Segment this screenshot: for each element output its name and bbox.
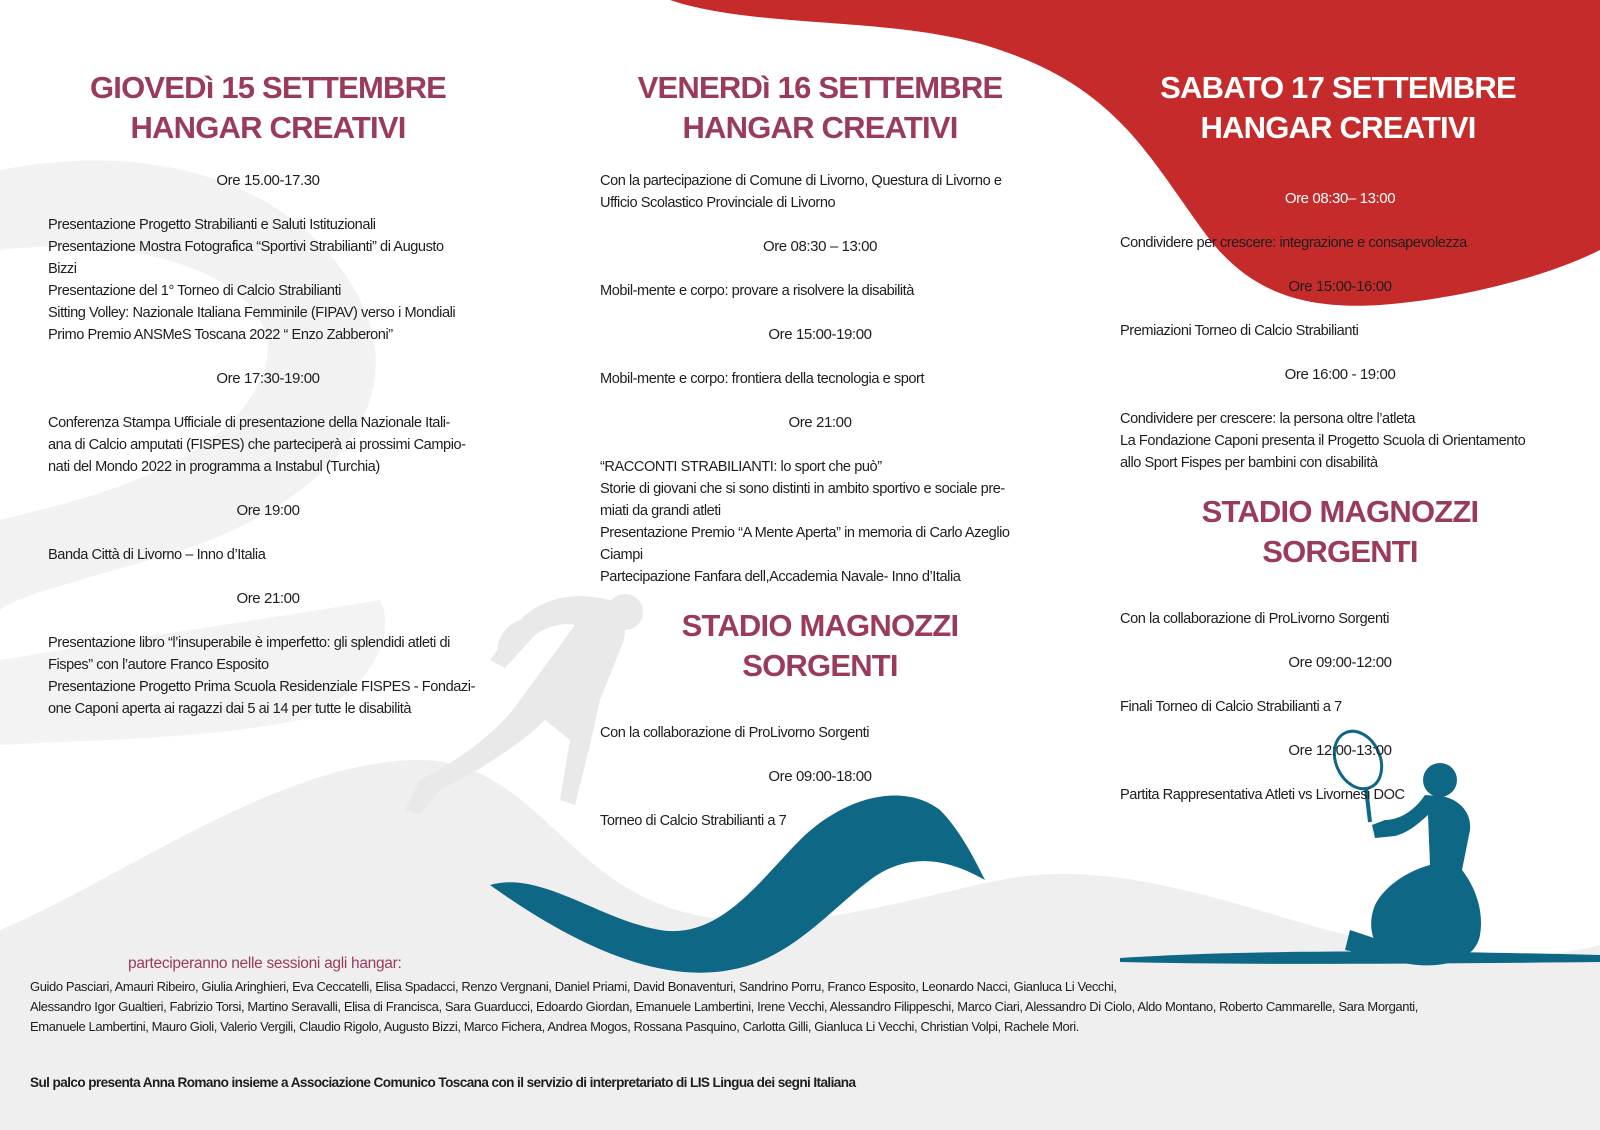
event-line: Presentazione Mostra Fotografica “Sportivi Strabilianti” di Augusto [48, 239, 444, 255]
day3-venue-name: STADIO MAGNOZZI [1201, 494, 1479, 529]
event-line: Presentazione Progetto Strabilianti e Saluti Istituzionali [48, 217, 376, 233]
event-line: allo Sport Fispes per bambini con disabilità [1120, 455, 1378, 471]
time-slot: Ore 17:30-19:00 [216, 370, 320, 387]
participants-line: Alessandro Igor Gualtieri, Fabrizio Torsi, Martino Seravalli, Elisa di Francisca, Sara Guarducci, Edoardo Giordan, Emanuele Lambertini, Irene Vecchi, Alessandro Filippeschi, Marco Ciari, Alessandro Di Ciolo, Aldo Montano, Roberto Cammarelle, Sara Morganti, [30, 999, 1418, 1014]
event-line: Presentazione del 1° Torneo di Calcio Strabilianti [48, 283, 341, 299]
day2-intro-line: Con la partecipazione di Comune di Livorno, Questura di Livorno e [600, 173, 1002, 189]
time-slot: Ore 09:00-18:00 [768, 768, 872, 785]
time-slot: Ore 15:00-16:00 [1288, 278, 1392, 295]
day2-intro [600, 170, 1040, 214]
time-slot: Ore 15:00-19:00 [768, 326, 872, 343]
day3-schedule [1120, 188, 1560, 474]
day3-column [1120, 68, 1560, 806]
event-description [1120, 696, 1560, 718]
event-description [1120, 232, 1560, 254]
event-line: Mobil-mente e corpo: provare a risolvere la disabilità [600, 283, 914, 299]
event-line: miati da grandi atleti [600, 503, 721, 519]
day3-venue-title [1120, 492, 1560, 572]
event-line: Conferenza Stampa Ufficiale di presentazione della Nazionale Itali- [48, 415, 450, 431]
day1-title-venue: HANGAR CREATIVI [130, 110, 406, 145]
day2-column [600, 68, 1040, 832]
day2-title [582, 68, 1058, 148]
event-description [600, 456, 1040, 588]
day2-venue-schedule [600, 766, 1040, 832]
time-slot: Ore 08:30– 13:00 [1284, 190, 1396, 207]
day3-venue-schedule [1120, 652, 1560, 806]
day2-title-date: VENERDì 16 SETTEMBRE [637, 70, 1003, 105]
day3-venue-location: SORGENTI [1262, 534, 1418, 569]
event-description [600, 368, 1040, 390]
event-line: Torneo di Calcio Strabilianti a 7 [600, 813, 787, 829]
event-line: Mobil-mente e corpo: frontiera della tecnologia e sport [600, 371, 925, 387]
day3-title-date: SABATO 17 SETTEMBRE [1160, 70, 1516, 105]
event-line: Partita Rappresentativa Atleti vs Livornesi DOC [1120, 787, 1405, 803]
day2-venue-intro: Con la collaborazione di ProLivorno Sorgenti [600, 725, 870, 741]
event-description [1120, 408, 1560, 474]
time-slot: Ore 15.00-17.30 [216, 172, 320, 189]
day3-title [1098, 68, 1578, 148]
event-line: Presentazione Progetto Prima Scuola Residenziale FISPES - Fondazi- [48, 679, 475, 695]
event-line: Ciampi [600, 547, 643, 563]
event-line: Condividere per crescere: integrazione e consapevolezza [1120, 235, 1467, 251]
event-description [48, 544, 488, 566]
event-line: ana di Calcio amputati (FISPES) che parteciperà ai prossimi Campio- [48, 437, 466, 453]
day2-venue-title [600, 606, 1040, 686]
day3-title-venue: HANGAR CREATIVI [1200, 110, 1476, 145]
time-slot: Ore 16:00 - 19:00 [1284, 366, 1396, 383]
event-description [1120, 784, 1560, 806]
event-description [48, 632, 488, 720]
day2-intro-line: Ufficio Scolastico Provinciale di Livorno [600, 195, 836, 211]
participants-line: Guido Pasciari, Amauri Ribeiro, Giulia Aringhieri, Eva Ceccatelli, Elisa Spadacci, Renzo Vergnani, Daniel Priami, David Bonaventuri, Sandrino Porru, Franco Esposito, Leonardo Nacci, Gianluca Li Vecchi, [30, 979, 1117, 994]
participants-line: Emanuele Lambertini, Mauro Gioli, Valerio Vergili, Claudio Rigolo, Augusto Bizzi, Marco Fichera, Andrea Mogos, Rossana Pasquino, Carlotta Gilli, Gianluca Li Vecchi, Christian Volpi, Rachele Mori. [30, 1019, 1079, 1034]
event-line: Presentazione Premio “A Mente Aperta” in memoria di Carlo Azeglio [600, 525, 1010, 541]
event-description [48, 412, 488, 478]
day2-title-venue: HANGAR CREATIVI [682, 110, 958, 145]
event-line: Bizzi [48, 261, 77, 277]
event-line: Presentazione libro “l’insuperabile è imperfetto: gli splendidi atleti di [48, 635, 450, 651]
day1-column [48, 68, 488, 720]
event-description [1120, 320, 1560, 342]
event-line: Premiazioni Torneo di Calcio Strabilianti [1120, 323, 1359, 339]
event-line: La Fondazione Caponi presenta il Progetto Scuola di Orientamento [1120, 433, 1526, 449]
event-line: one Caponi aperta ai ragazzi dai 5 ai 14 per tutte le disabilità [48, 701, 412, 717]
event-line: Condividere per crescere: la persona oltre l’atleta [1120, 411, 1416, 427]
event-line: Finali Torneo di Calcio Strabilianti a 7 [1120, 699, 1342, 715]
footer-note: Sul palco presenta Anna Romano insieme a Associazione Comunico Toscana con il servizio di interpretariato di LIS Lingua dei segni Italiana [30, 1075, 856, 1090]
event-line: “RACCONTI STRABILIANTI: lo sport che può” [600, 459, 882, 475]
day2-schedule [600, 236, 1040, 588]
time-slot: Ore 21:00 [236, 590, 300, 607]
event-line: Primo Premio ANSMeS Toscana 2022 “ Enzo Zabberoni” [48, 327, 393, 343]
event-description [600, 280, 1040, 302]
event-line: Sitting Volley: Nazionale Italiana Femminile (FIPAV) verso i Mondiali [48, 305, 456, 321]
time-slot: Ore 12:00-13:00 [1288, 742, 1392, 759]
event-description [48, 214, 488, 346]
day2-venue-name: STADIO MAGNOZZI [681, 608, 959, 643]
event-line: nati del Mondo 2022 in programma a Instabul (Turchia) [48, 459, 380, 475]
event-description [600, 810, 1040, 832]
participants-section [30, 954, 1590, 1037]
event-line: Banda Città di Livorno – Inno d’Italia [48, 547, 266, 563]
event-line: Fispes” con l’autore Franco Esposito [48, 657, 269, 673]
time-slot: Ore 08:30 – 13:00 [762, 238, 878, 255]
participants-label: parteciperanno nelle sessioni agli hangar: [128, 955, 402, 972]
day1-title-date: GIOVEDì 15 SETTEMBRE [89, 70, 447, 105]
time-slot: Ore 09:00-12:00 [1288, 654, 1392, 671]
time-slot: Ore 19:00 [236, 502, 300, 519]
event-line: Storie di giovani che si sono distinti in ambito sportivo e sociale pre- [600, 481, 1005, 497]
event-line: Partecipazione Fanfara dell,Accademia Navale- Inno d’Italia [600, 569, 961, 585]
time-slot: Ore 21:00 [788, 414, 852, 431]
day3-venue-intro: Con la collaborazione di ProLivorno Sorgenti [1120, 611, 1390, 627]
participants-names [30, 977, 1590, 1037]
day1-title [28, 68, 508, 148]
day1-schedule [48, 170, 488, 720]
day2-venue-location: SORGENTI [742, 648, 898, 683]
